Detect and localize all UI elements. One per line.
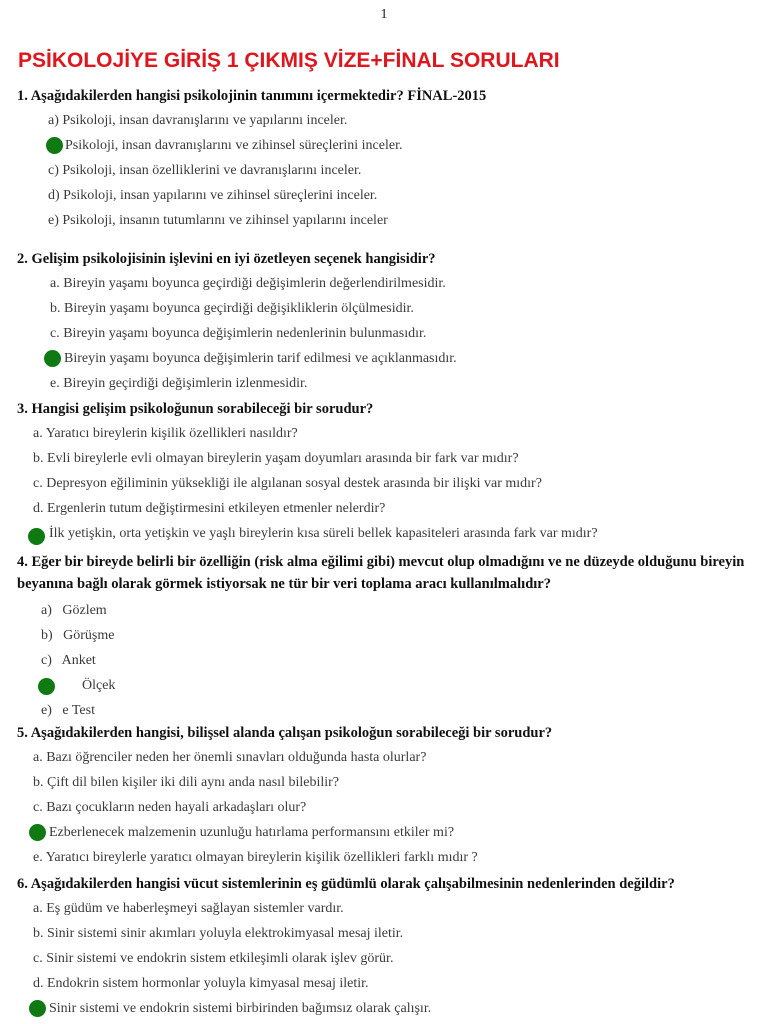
option-e-correct (17, 996, 757, 1021)
correct-answer-marker-icon (44, 350, 61, 367)
option-label: b) Görüşme (41, 628, 115, 643)
option-a (17, 421, 757, 446)
option-b (17, 296, 757, 321)
page-number: 1 (380, 7, 388, 22)
option-c (17, 946, 757, 971)
option-e (17, 208, 757, 233)
option-b (17, 623, 757, 648)
option-a (17, 745, 757, 770)
option-c (17, 648, 757, 673)
question-5 (17, 722, 757, 870)
option-label: b. Evli bireylerle evli olmayan bireylerin yaşam doyumları arasında bir fark var mıdır? (33, 451, 519, 466)
option-c (17, 795, 757, 820)
option-label: d. Ergenlerin tutum değiştirmesini etkileyen etmenler nelerdir? (33, 501, 386, 516)
correct-answer-marker-icon (29, 1000, 46, 1017)
option-label: Ölçek (82, 678, 116, 693)
question-1 (17, 85, 757, 233)
question-6 (17, 873, 757, 1021)
option-a (17, 271, 757, 296)
question-5-options (17, 745, 757, 870)
option-b (17, 446, 757, 471)
option-label: a) Psikoloji, insan davranışlarını ve yapılarını inceler. (48, 113, 348, 128)
option-c (17, 471, 757, 496)
option-label: d) Psikoloji, insan yapılarını ve zihinsel süreçlerini inceler. (48, 188, 378, 203)
question-2-text: 2. Gelişim psikolojisinin işlevini en iyi özetleyen seçenek hangisidir? (17, 251, 436, 267)
option-label: e) e Test (41, 703, 95, 718)
option-label: c. Bireyin yaşamı boyunca değişimlerin nedenlerinin bulunmasıdır. (50, 326, 427, 341)
option-a (17, 896, 757, 921)
option-b (17, 921, 757, 946)
option-c (17, 321, 757, 346)
option-label: c. Depresyon eğiliminin yüksekliği ile algılanan sosyal destek arasında bir ilişki var mıdır? (33, 476, 542, 491)
correct-answer-marker-icon (28, 528, 45, 545)
option-d (17, 971, 757, 996)
document-title: PSİKOLOJİYE GİRİŞ 1 ÇIKMIŞ VİZE+FİNAL SORULARI (18, 49, 560, 72)
option-e (17, 845, 757, 870)
correct-answer-marker-icon (29, 824, 46, 841)
question-1-options (17, 108, 757, 233)
option-c (17, 158, 757, 183)
option-label: d. Endokrin sistem hormonlar yoluyla kimyasal mesaj iletir. (33, 976, 369, 991)
option-label: c. Bazı çocukların neden hayali arkadaşları olur? (33, 800, 307, 815)
question-6-options (17, 896, 757, 1021)
correct-answer-marker-icon (38, 678, 55, 695)
question-6-text: 6. Aşağıdakilerden hangisi vücut sistemlerinin eş güdümlü olarak çalışabilmesinin nedenlerinden değildir? (17, 876, 675, 892)
question-1-text: 1. Aşağıdakilerden hangisi psikolojinin tanımını içermektedir? FİNAL-2015 (17, 88, 487, 104)
question-3-options (17, 421, 757, 546)
option-b-correct (17, 133, 757, 158)
option-label: Bireyin yaşamı boyunca değişimlerin tarif edilmesi ve açıklanmasıdır. (64, 351, 457, 366)
question-3 (17, 398, 757, 546)
option-label: a) Gözlem (41, 603, 107, 618)
option-label: Sinir sistemi ve endokrin sistemi birbirinden bağımsız olarak çalışır. (49, 1001, 432, 1016)
option-label: Psikoloji, insan davranışlarını ve zihinsel süreçlerini inceler. (65, 138, 403, 153)
option-e (17, 698, 757, 723)
option-label: a. Eş güdüm ve haberleşmeyi sağlayan sistemler vardır. (33, 901, 344, 916)
question-2-options (17, 271, 757, 396)
option-label: a. Bireyin yaşamı boyunca geçirdiği değişimlerin değerlendirilmesidir. (50, 276, 446, 291)
option-label: e. Bireyin geçirdiği değişimlerin izlenmesidir. (50, 376, 308, 391)
option-label: b. Çift dil bilen kişiler iki dili aynı anda nasıl bilebilir? (33, 775, 340, 790)
correct-answer-marker-icon (46, 137, 63, 154)
option-e (17, 371, 757, 396)
option-e-correct (17, 521, 757, 546)
question-4 (17, 551, 757, 723)
option-b (17, 770, 757, 795)
option-label: Ezberlenecek malzemenin uzunluğu hatırlama performansını etkiler mi? (49, 825, 455, 840)
question-4-options (17, 598, 757, 723)
question-3-text: 3. Hangisi gelişim psikoloğunun sorabileceği bir sorudur? (17, 401, 374, 417)
option-a (17, 598, 757, 623)
option-label: e. Yaratıcı bireylerle yaratıcı olmayan bireylerin kişilik özellikleri farklı mıdır ? (33, 850, 478, 865)
option-label: c) Psikoloji, insan özelliklerini ve davranışlarını inceler. (48, 163, 362, 178)
option-d-correct (17, 346, 757, 371)
option-a (17, 108, 757, 133)
option-label: c) Anket (41, 653, 96, 668)
option-label: b. Bireyin yaşamı boyunca geçirdiği değişikliklerin ölçülmesidir. (50, 301, 414, 316)
option-label: a. Yaratıcı bireylerin kişilik özellikleri nasıldır? (33, 426, 298, 441)
option-label: e) Psikoloji, insanın tutumlarını ve zihinsel yapılarını inceler (48, 213, 388, 228)
option-label: c. Sinir sistemi ve endokrin sistem etkileşimli olarak işlev görür. (33, 951, 394, 966)
option-label: b. Sinir sistemi sinir akımları yoluyla elektrokimyasal mesaj iletir. (33, 926, 404, 941)
option-label: a. Bazı öğrenciler neden her önemli sınavları olduğunda hasta olurlar? (33, 750, 427, 765)
question-4-text: 4. Eğer bir bireyde belirli bir özelliğin (risk alma eğilimi gibi) mevcut olup olmadığını ve ne düzeyde olduğunu bireyin beyanına bağlı olarak görmek istiyorsak ne tür bir veri toplama aracı kullanılmalıdır? (17, 554, 745, 592)
option-label: İlk yetişkin, orta yetişkin ve yaşlı bireylerin kısa süreli bellek kapasiteleri arasında fark var mıdır? (49, 526, 598, 541)
option-d (17, 183, 757, 208)
question-5-text: 5. Aşağıdakilerden hangisi, bilişsel alanda çalışan psikoloğun sorabileceği bir sorudur? (17, 725, 553, 741)
option-d-correct (17, 673, 757, 698)
question-2 (17, 248, 757, 396)
option-d (17, 496, 757, 521)
option-d-correct (17, 820, 757, 845)
